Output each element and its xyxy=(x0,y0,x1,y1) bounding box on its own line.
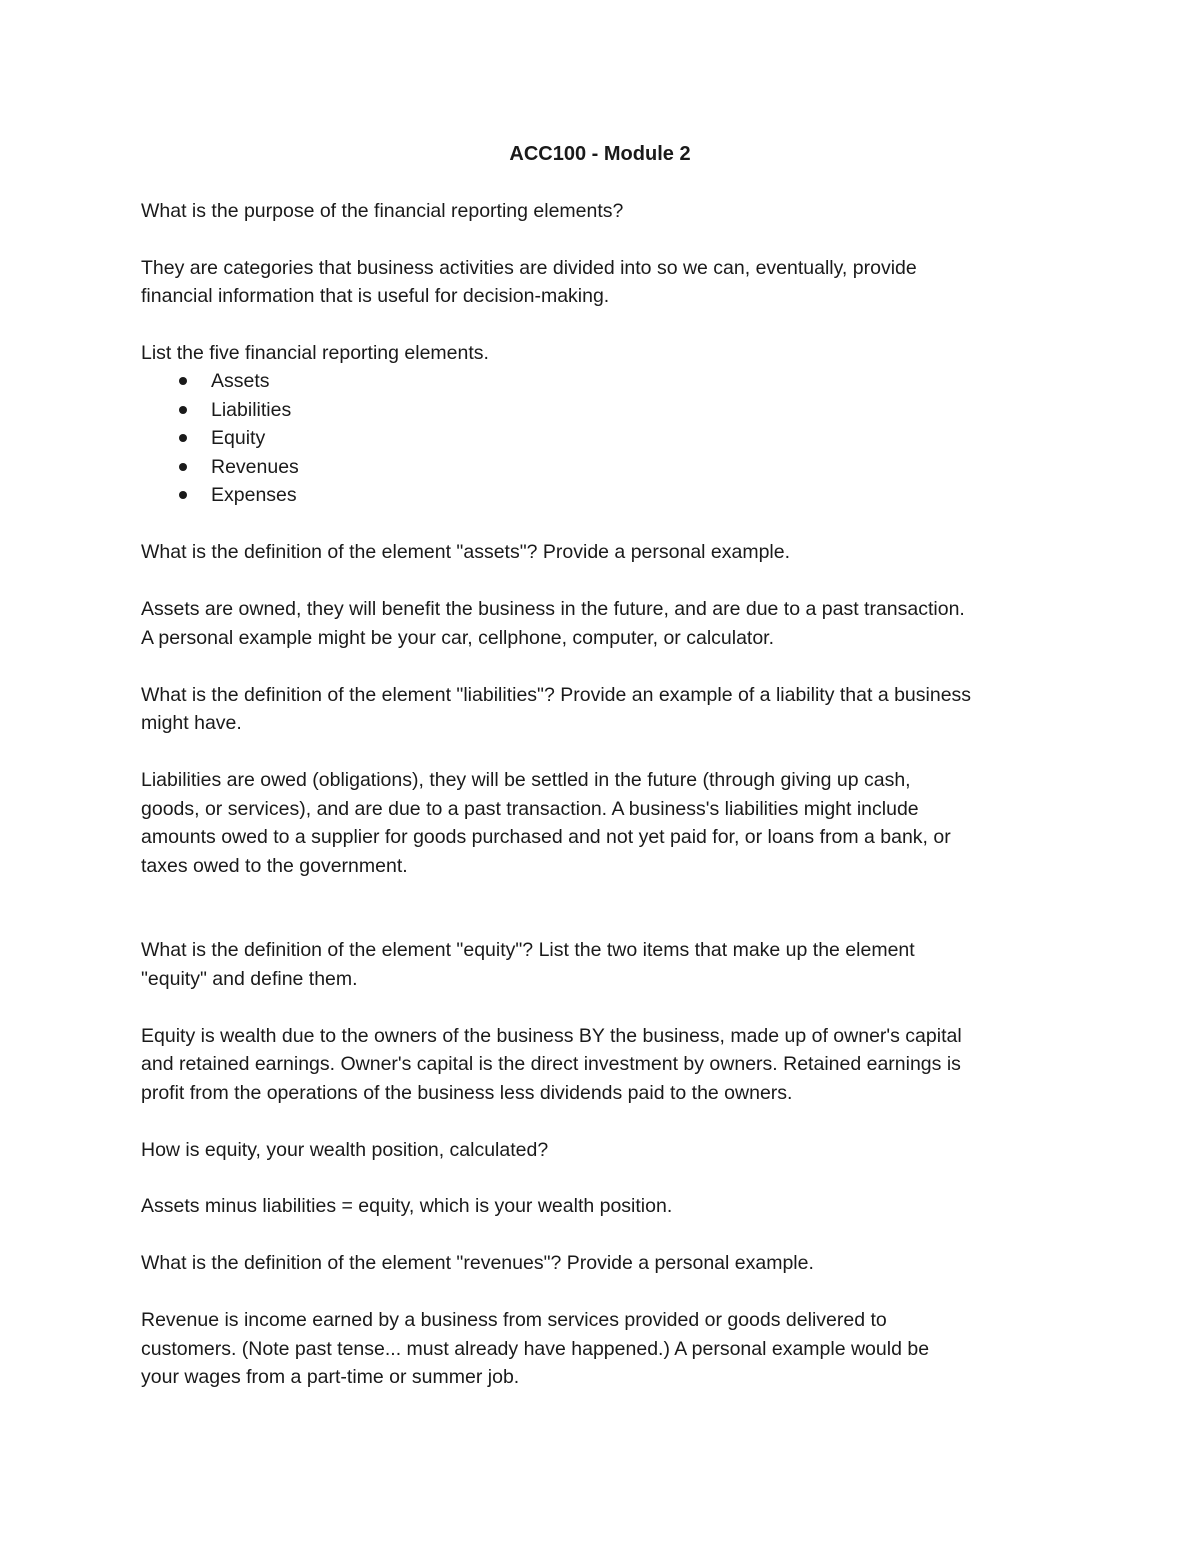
list-item-label: Revenues xyxy=(211,455,299,478)
bullet-icon xyxy=(179,377,187,385)
answer-liabilities-line-2: goods, or services), and are due to a past transaction. A business's liabilities might include xyxy=(141,798,919,820)
bullet-icon xyxy=(179,463,187,471)
list-item-label: Expenses xyxy=(211,484,297,507)
answer-purpose-line-1: They are categories that business activities are divided into so we can, eventually, provide xyxy=(141,257,917,279)
answer-equity-line-2: and retained earnings. Owner's capital is the direct investment by owners. Retained earnings is xyxy=(141,1053,961,1075)
list-item xyxy=(141,396,299,425)
answer-equity-line-3: profit from the operations of the business less dividends paid to the owners. xyxy=(141,1082,793,1104)
answer-assets-line-2: A personal example might be your car, cellphone, computer, or calculator. xyxy=(141,627,775,649)
list-item xyxy=(141,481,299,510)
question-liabilities-line-1: What is the definition of the element "liabilities"? Provide an example of a liability that a business xyxy=(141,684,972,706)
answer-equity-line-1: Equity is wealth due to the owners of the business BY the business, made up of owner's capital xyxy=(141,1025,962,1047)
list-item-label: Assets xyxy=(211,370,270,392)
answer-revenues-line-3: your wages from a part-time or summer job. xyxy=(141,1366,520,1388)
list-item xyxy=(141,424,299,453)
question-purpose: What is the purpose of the financial reporting elements? xyxy=(141,200,624,222)
document-title: ACC100 - Module 2 xyxy=(509,143,691,165)
list-item-label: Liabilities xyxy=(211,398,292,421)
question-equity-line-1: What is the definition of the element "equity"? List the two items that make up the element xyxy=(141,939,915,961)
question-equity-line-2: "equity" and define them. xyxy=(141,968,358,990)
answer-assets-line-1: Assets are owned, they will benefit the business in the future, and are due to a past transaction. xyxy=(141,598,965,620)
answer-liabilities-line-3: amounts owed to a supplier for goods purchased and not yet paid for, or loans from a bank, or xyxy=(141,826,951,848)
question-assets: What is the definition of the element "assets"? Provide a personal example. xyxy=(141,541,791,563)
answer-revenues-line-2: customers. (Note past tense... must already have happened.) A personal example would be xyxy=(141,1338,930,1360)
question-equity-calculation: How is equity, your wealth position, calculated? xyxy=(141,1139,549,1161)
elements-list xyxy=(141,367,299,510)
list-item xyxy=(141,453,299,482)
answer-purpose-line-2: financial information that is useful for decision-making. xyxy=(141,285,610,307)
answer-equity-calculation: Assets minus liabilities = equity, which is your wealth position. xyxy=(141,1195,673,1217)
answer-liabilities-line-1: Liabilities are owed (obligations), they will be settled in the future (through giving up cash, xyxy=(141,769,911,791)
answer-liabilities-line-4: taxes owed to the government. xyxy=(141,855,408,877)
question-revenues: What is the definition of the element "revenues"? Provide a personal example. xyxy=(141,1252,814,1274)
question-liabilities-line-2: might have. xyxy=(141,712,242,734)
question-list-elements: List the five financial reporting elements. xyxy=(141,342,489,364)
bullet-icon xyxy=(179,434,187,442)
list-item xyxy=(141,367,299,396)
bullet-icon xyxy=(179,406,187,414)
answer-revenues-line-1: Revenue is income earned by a business from services provided or goods delivered to xyxy=(141,1309,887,1331)
bullet-icon xyxy=(179,491,187,499)
list-item-label: Equity xyxy=(211,427,266,450)
